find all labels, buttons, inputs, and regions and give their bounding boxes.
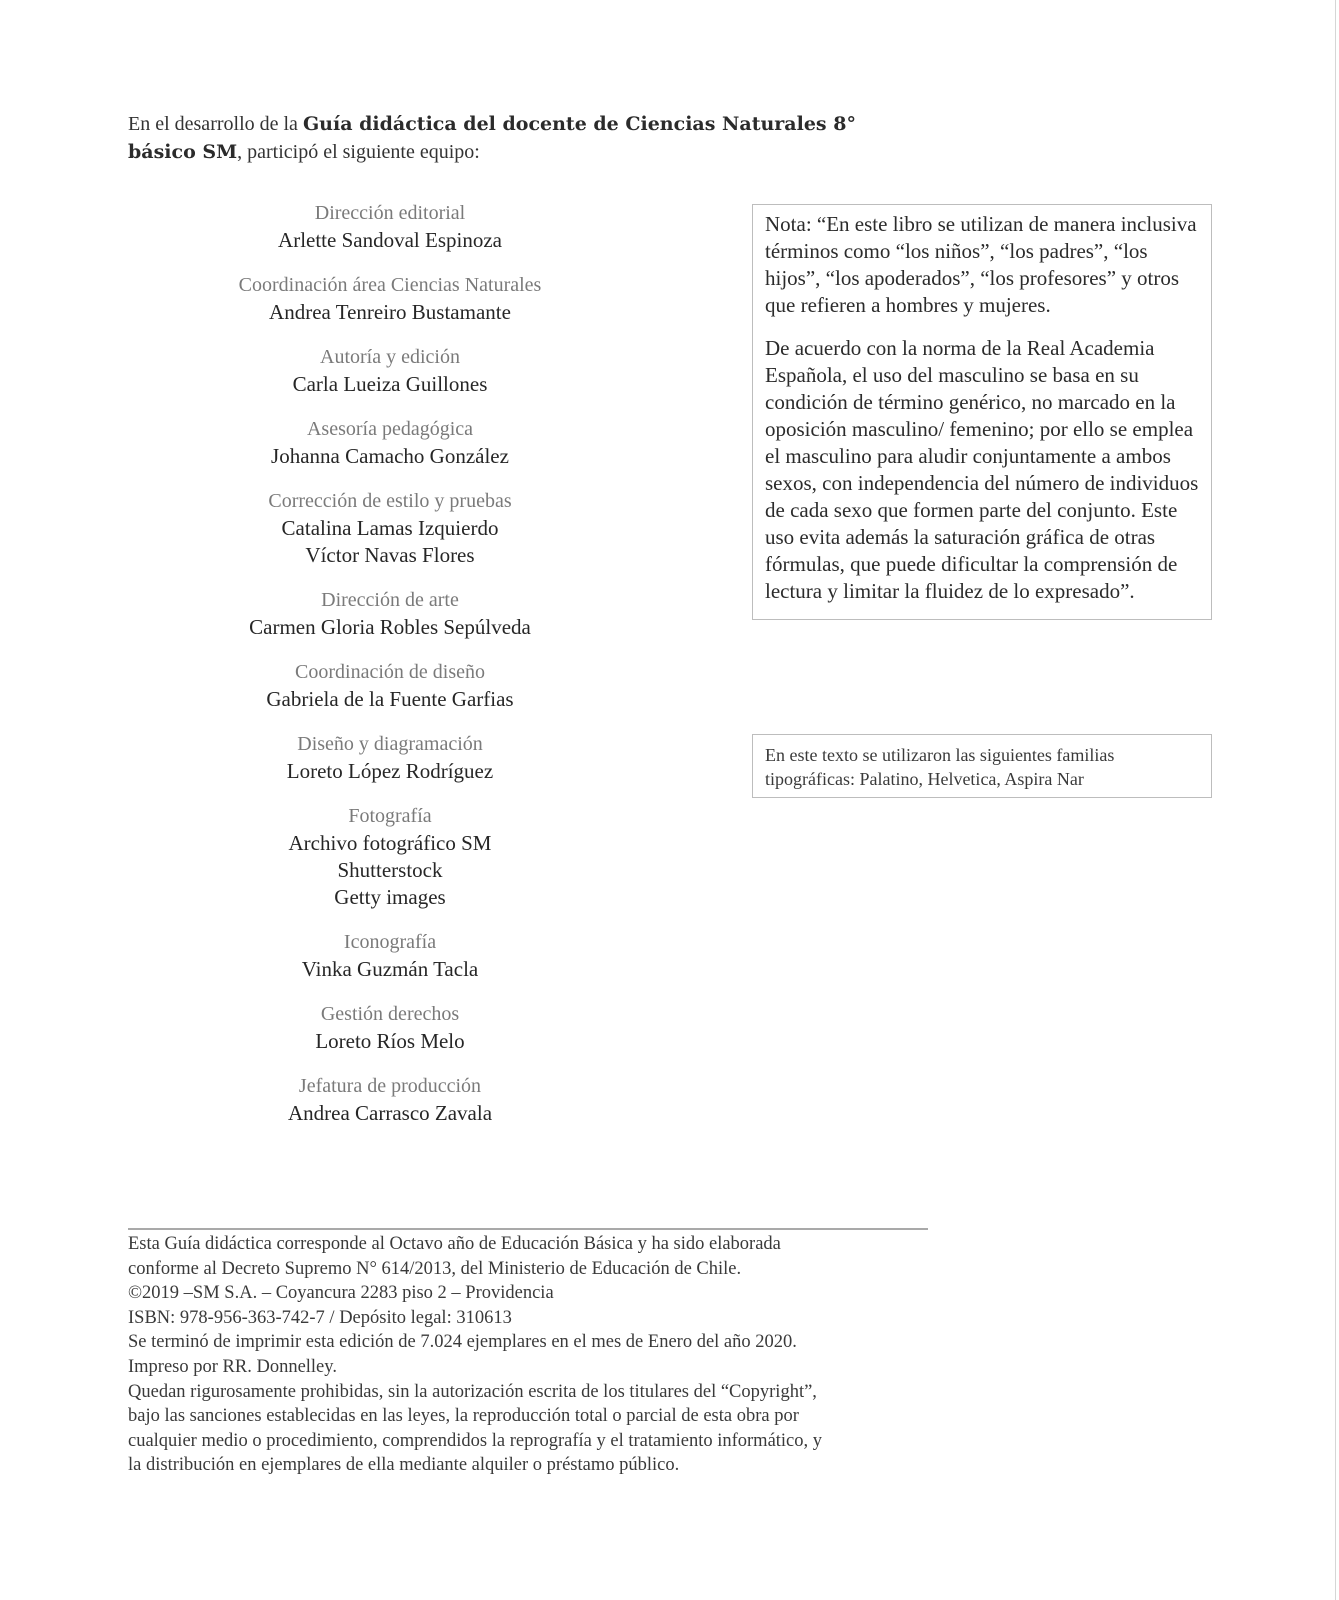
credit-name: Shutterstock: [337, 858, 443, 882]
credit-name: Archivo fotográfico SM: [288, 831, 492, 855]
footer-line: conforme al Decreto Supremo N° 614/2013, del Ministerio de Educación de Chile.: [128, 1258, 742, 1279]
credit-name: Gabriela de la Fuente Garfias: [266, 687, 514, 711]
credit-name: Carmen Gloria Robles Sepúlveda: [249, 615, 531, 639]
inclusive-language-note: [752, 204, 1212, 620]
page-edge-line: [1335, 0, 1336, 1600]
credit-role: Corrección de estilo y pruebas: [268, 490, 512, 512]
credit-name: Johanna Camacho González: [271, 444, 509, 468]
credit-role: Gestión derechos: [320, 1003, 460, 1025]
note-paragraph-1: Nota: “En este libro se utilizan de manera inclusiva términos como “los niños”, “los padres”, “los hijos”, “los apoderados”, “los profesores” y otros que refieren a hombres y mujeres.: [765, 212, 1197, 317]
credit-name: Carla Lueiza Guillones: [292, 372, 488, 396]
footer-line: Impreso por RR. Donnelley.: [128, 1356, 337, 1377]
credit-role: Asesoría pedagógica: [306, 418, 474, 440]
credit-block: [190, 929, 590, 983]
credit-block: [190, 344, 590, 398]
credit-block: [190, 272, 590, 326]
footer-divider: [128, 1228, 928, 1230]
legal-footer: [128, 1232, 948, 1478]
note-paragraph-2: De acuerdo con la norma de la Real Academia Española, el uso del masculino se basa en su condición de término genérico, no marcado en la oposición masculino/ femenino; por ello se emplea el masculino para aludir conjuntamente a ambos sexos, con independencia del número de individuos de cada sexo que formen parte del conjunto. Este uso evita además la saturación gráfica de otras fórmulas, que puede dificultar la comprensión de lectura y limitar la fluidez de lo expresado”.: [765, 336, 1199, 603]
credit-block: [190, 200, 590, 254]
footer-line: bajo las sanciones establecidas en las leyes, la reproducción total o parcial de esta obra por: [128, 1406, 799, 1427]
credit-role: Coordinación de diseño: [295, 661, 485, 683]
credit-role: Autoría y edición: [320, 346, 460, 368]
footer-line: la distribución en ejemplares de ella mediante alquiler o préstamo público.: [128, 1455, 680, 1476]
footer-line: Quedan rigurosamente prohibidas, sin la autorización escrita de los titulares del “Copyright”,: [128, 1381, 817, 1402]
footer-line: ISBN: 978-956-363-742-7 / Depósito legal: 310613: [128, 1307, 512, 1328]
footer-line: cualquier medio o procedimiento, comprendidos la reprografía y el tratamiento informático, y: [128, 1430, 823, 1451]
credit-block: [190, 416, 590, 470]
intro-paragraph: [128, 110, 908, 166]
credit-role: Iconografía: [343, 931, 437, 953]
intro-prefix: En el desarrollo de la: [128, 113, 303, 135]
typography-note: En este texto se utilizaron las siguientes familias tipográficas: Palatino, Helvetica, Aspira Nar: [752, 734, 1212, 798]
credits-list: [190, 200, 590, 1145]
book-title: Guía didáctica del docente de Ciencias Naturales 8° básico SM: [128, 113, 856, 163]
credit-role: Dirección de arte: [321, 589, 459, 611]
credit-role: Jefatura de producción: [298, 1075, 482, 1097]
credit-block: [190, 803, 590, 911]
credit-block: [190, 1073, 590, 1127]
credit-name: Andrea Tenreiro Bustamante: [269, 300, 511, 324]
footer-line: Esta Guía didáctica corresponde al Octavo año de Educación Básica y ha sido elaborada: [128, 1234, 781, 1254]
credit-name: Catalina Lamas Izquierdo: [281, 516, 499, 540]
credit-name: Loreto Ríos Melo: [315, 1029, 465, 1053]
footer-line: ©2019 –SM S.A. – Coyancura 2283 piso 2 – Providencia: [128, 1283, 554, 1304]
credit-name: Getty images: [334, 885, 446, 909]
credit-block: [190, 488, 590, 569]
credit-block: [190, 1001, 590, 1055]
credit-name: Víctor Navas Flores: [305, 543, 475, 567]
footer-line: Se terminó de imprimir esta edición de 7.024 ejemplares en el mes de Enero del año 2020.: [128, 1332, 797, 1353]
credit-name: Vinka Guzmán Tacla: [301, 957, 479, 981]
credit-name: Loreto López Rodríguez: [286, 759, 494, 783]
intro-suffix: , participó el siguiente equipo:: [237, 141, 480, 163]
credit-role: Dirección editorial: [314, 202, 466, 224]
credit-block: [190, 587, 590, 641]
credit-role: Coordinación área Ciencias Naturales: [238, 274, 542, 296]
credit-block: [190, 659, 590, 713]
credit-block: [190, 731, 590, 785]
credit-name: Andrea Carrasco Zavala: [287, 1101, 493, 1125]
credit-role: Fotografía: [348, 805, 432, 827]
credit-name: Arlette Sandoval Espinoza: [278, 228, 502, 252]
credit-role: Diseño y diagramación: [297, 733, 483, 755]
